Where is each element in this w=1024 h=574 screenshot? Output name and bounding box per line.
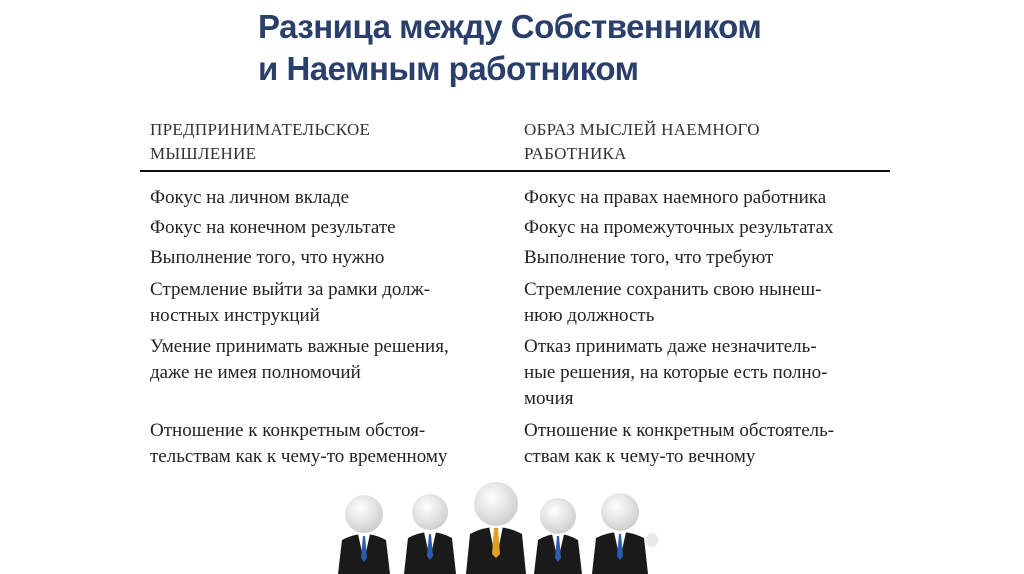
row-5-left	[150, 334, 449, 386]
group-of-business-people-icon	[330, 478, 680, 574]
row-1-right	[524, 185, 826, 211]
row-5-left-line-1: Умение принимать важные решения,	[150, 336, 449, 357]
title-line-2: и Наемным работником	[258, 50, 639, 87]
row-2-right-line-1: Фокус на промежуточных результатах	[524, 217, 834, 238]
row-4-left-line-1: Стремление выйти за рамки долж-	[150, 279, 431, 300]
row-6-right-line-1: Отношение к конкретным обстоятель-	[524, 420, 835, 441]
table-header	[140, 112, 890, 172]
row-4-right	[524, 277, 822, 329]
row-6-left	[150, 418, 447, 470]
row-4-left	[150, 277, 430, 329]
page-title	[258, 6, 958, 90]
row-1-left-line-1: Фокус на личном вкладе	[150, 187, 350, 208]
row-4-left-line-2: ностных инструкций	[150, 305, 320, 326]
row-6-left-line-1: Отношение к конкретным обстоя-	[150, 420, 426, 441]
row-6-right	[524, 418, 834, 470]
business-person-figure	[466, 482, 526, 574]
business-person-figure	[404, 494, 456, 574]
row-5-right	[524, 334, 828, 412]
business-person-figure	[338, 495, 390, 574]
row-2-left	[150, 215, 396, 241]
row-3-right-line-1: Выполнение того, что требуют	[524, 247, 774, 268]
row-3-left-line-1: Выполнение того, что нужно	[150, 247, 385, 268]
row-5-right-line-1: Отказ принимать даже незначитель-	[524, 336, 817, 357]
header-employee-mindset	[524, 118, 884, 166]
row-5-right-line-2: ные решения, на которые есть полно-	[524, 362, 828, 383]
row-2-right	[524, 215, 834, 241]
row-6-right-line-2: ствам как к чему-то вечному	[524, 446, 756, 467]
business-person-figure	[534, 498, 582, 574]
header-entrepreneurial-thinking	[150, 118, 490, 166]
row-6-left-line-2: тельствам как к чему-то временному	[150, 446, 448, 467]
title-line-1: Разница между Собственником	[258, 8, 762, 45]
row-3-left	[150, 245, 384, 271]
header-left-line-1: ПРЕДПРИНИМАТЕЛЬСКОЕ	[150, 120, 371, 139]
row-5-right-line-3: мочия	[524, 388, 574, 409]
row-4-right-line-2: нюю должность	[524, 305, 655, 326]
row-2-left-line-1: Фокус на конечном результате	[150, 217, 396, 238]
row-3-right	[524, 245, 773, 271]
header-left-line-2: МЫШЛЕНИЕ	[150, 144, 257, 163]
comparison-table	[140, 112, 890, 467]
row-1-left	[150, 185, 349, 211]
header-right-line-2: РАБОТНИКА	[524, 144, 627, 163]
header-right-line-1: ОБРАЗ МЫСЛЕЙ НАЕМНОГО	[524, 120, 760, 139]
row-4-right-line-1: Стремление сохранить свою нынеш-	[524, 279, 822, 300]
row-5-left-line-2: даже не имея полномочий	[150, 362, 361, 383]
row-1-right-line-1: Фокус на правах наемного работника	[524, 187, 827, 208]
business-person-figure	[592, 493, 658, 574]
